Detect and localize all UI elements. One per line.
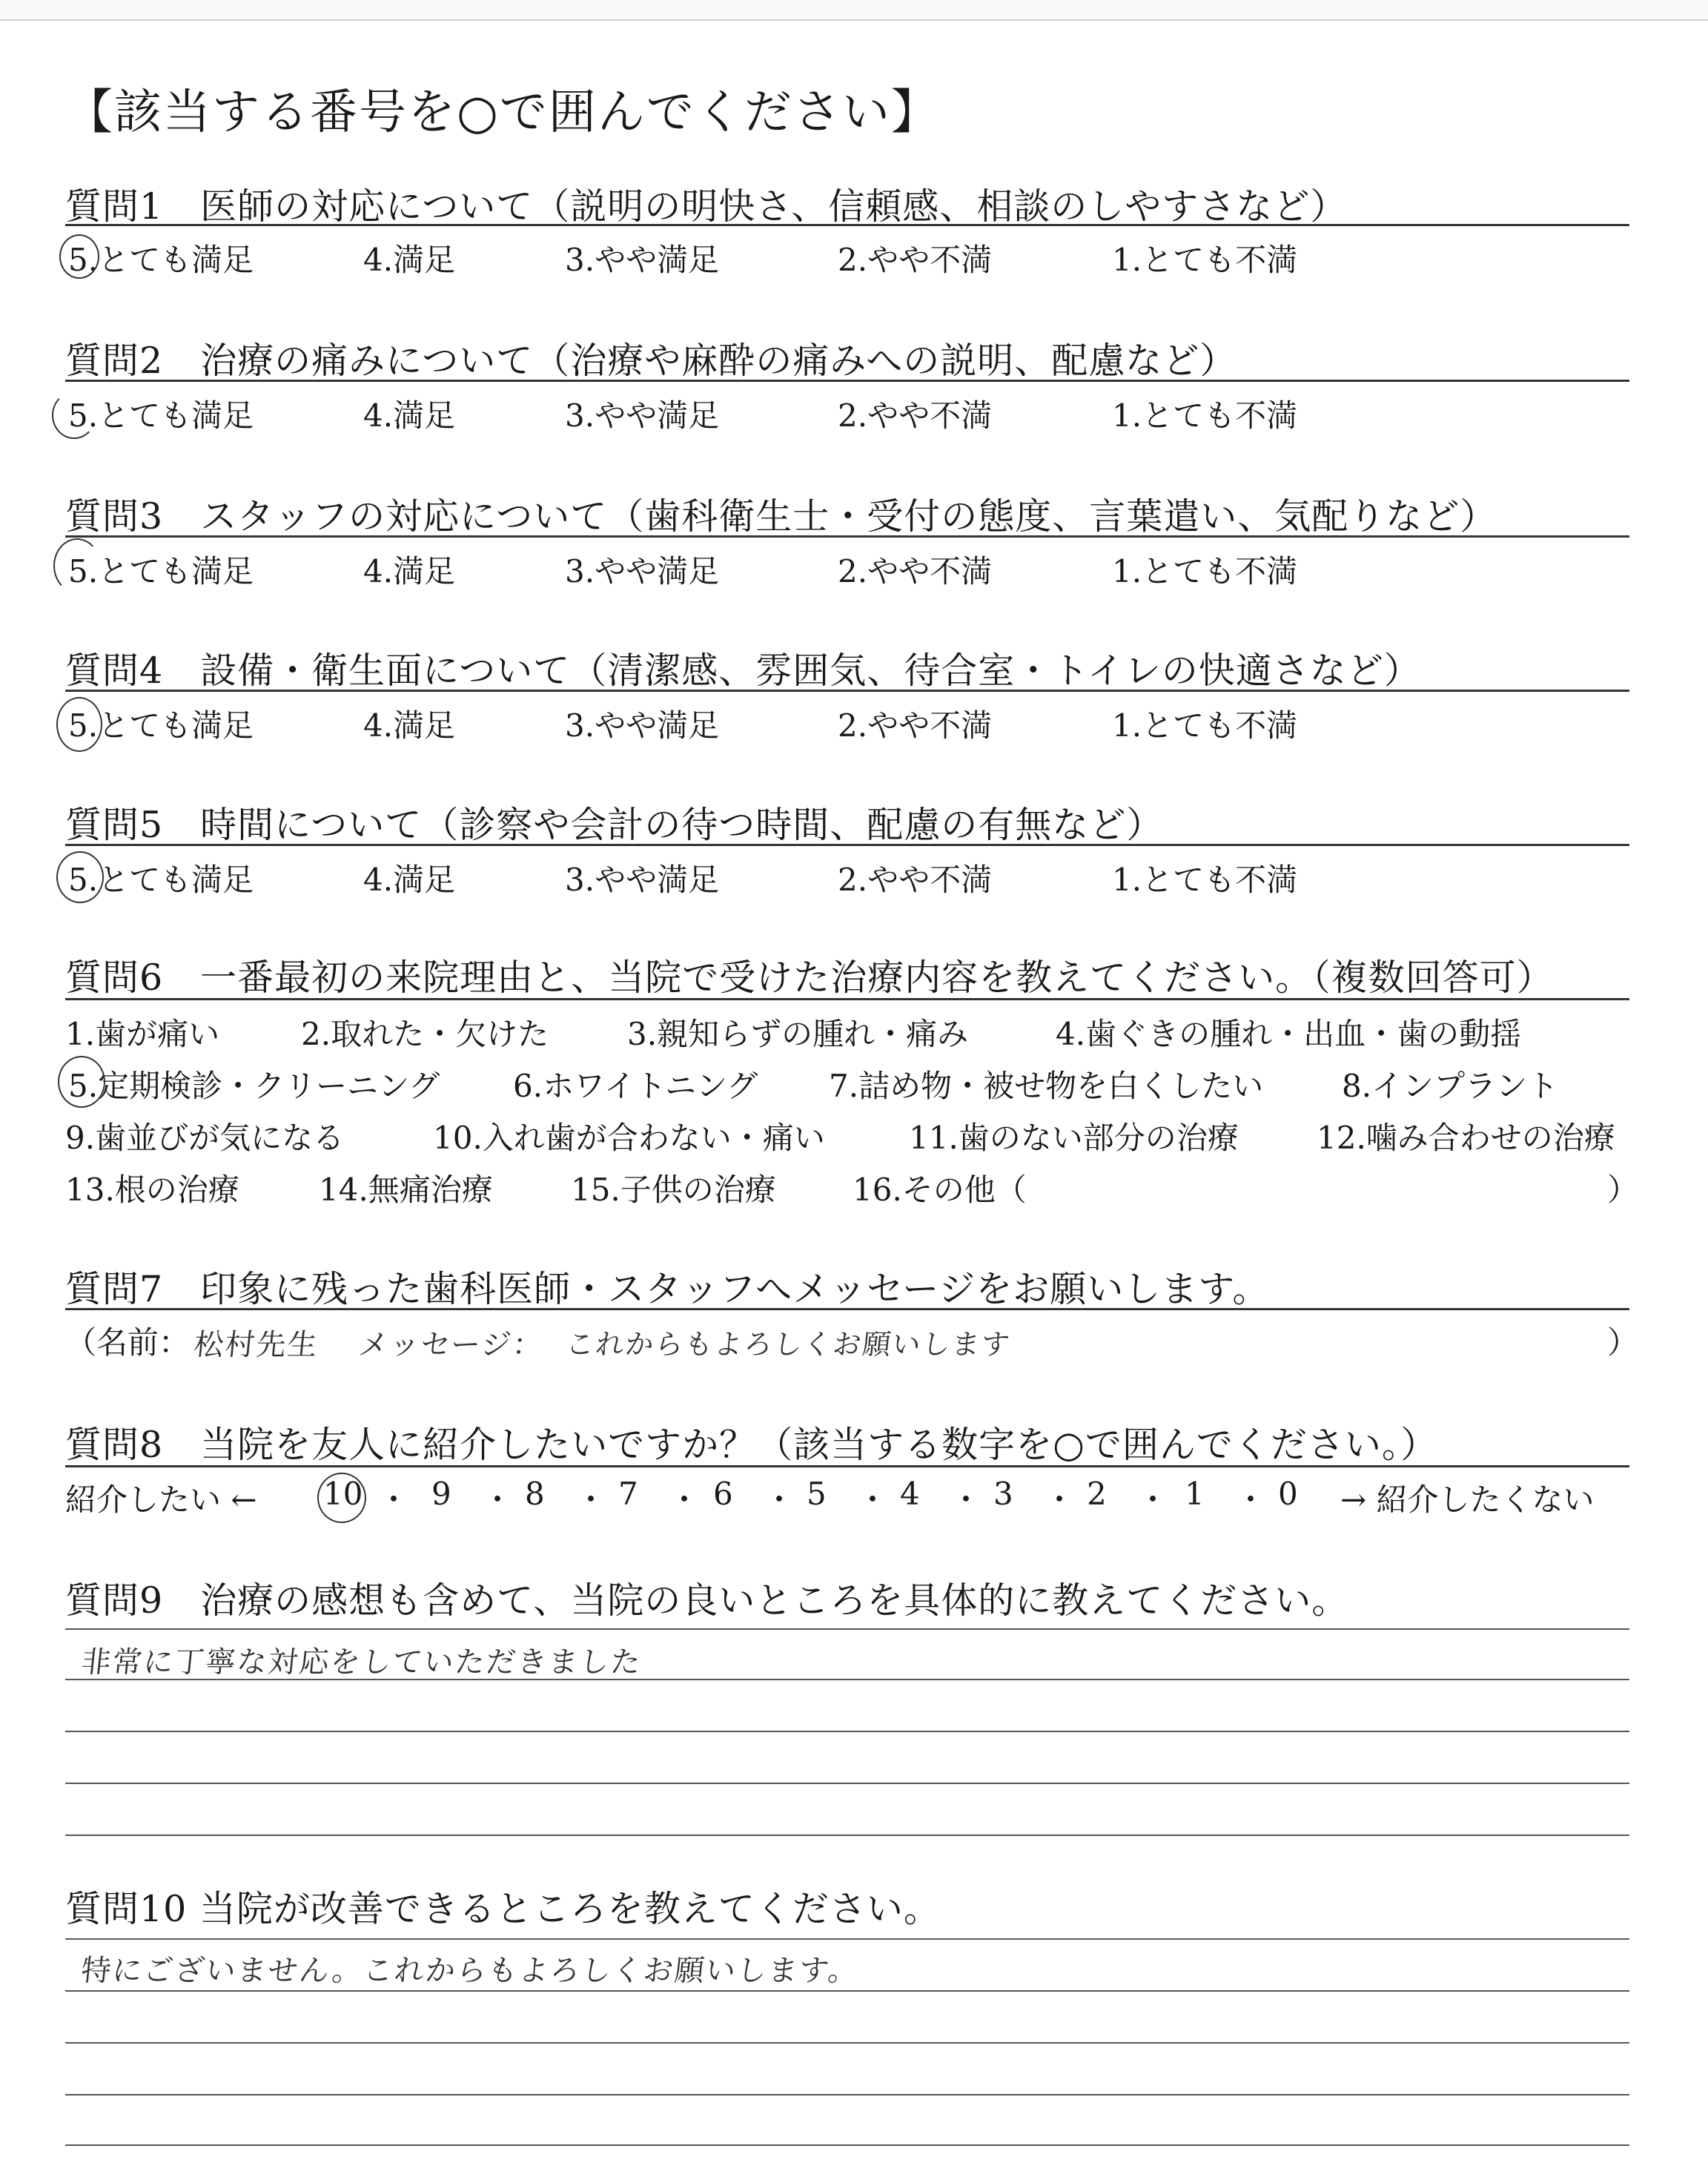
q6-option-16[interactable]: 16.その他（ [853,1172,1027,1208]
q8-scale-5[interactable]: 5 [807,1476,827,1512]
q4-selection-circle [56,697,102,752]
q9-line-1 [65,1628,1629,1630]
q7-title: 質問7 印象に残った歯科医師・スタッフへメッセージをお願いします。 [65,1268,1270,1310]
q3-option-4[interactable]: 4.満足 [363,553,456,589]
q6-option-5[interactable]: 5.定期検診・クリーニング [68,1068,440,1104]
q7-name-label: （名前： [65,1324,191,1361]
q9-title: 質問9 治療の感想も含めて、当院の良いところを具体的に教えてください。 [65,1579,1349,1622]
q7-close: ） [1607,1324,1639,1361]
q2-underline [65,380,1629,382]
q8-scale-6[interactable]: 6 [713,1476,733,1512]
q8-selection-circle [317,1473,366,1523]
q2-option-4[interactable]: 4.満足 [363,397,456,434]
q4-option-4[interactable]: 4.満足 [363,707,456,744]
q8-scale-2[interactable]: 2 [1087,1476,1107,1512]
q6-title: 質問6 一番最初の来院理由と、当院で受けた治療内容を教えてください。（複数回答可） [65,957,1554,999]
q10-line-5 [65,2144,1629,2146]
q1-option-5[interactable]: 5.とても満足 [68,242,254,278]
q5-title: 質問5 時間について（診察や会計の待つ時間、配慮の有無など） [65,804,1164,846]
q9-line-3 [65,1731,1629,1732]
q6-option-9[interactable]: 9.歯並びが気になる [65,1120,345,1156]
q8-scale-7[interactable]: 7 [618,1476,638,1512]
q6-option-6[interactable]: 6.ホワイトニング [513,1068,758,1104]
q9-answer[interactable]: 非常に丁寧な対応をしていただきました [79,1645,644,1680]
q2-option-2[interactable]: 2.やや不満 [838,397,993,434]
q3-option-5[interactable]: 5.とても満足 [68,553,254,589]
q8-scale-separator: ・ [1044,1482,1076,1518]
q5-underline [65,844,1629,846]
q1-title: 質問1 医師の対応について（説明の明快さ、信頼感、相談のしやすさなど） [65,185,1348,228]
q3-option-2[interactable]: 2.やや不満 [838,553,993,589]
q6-option-11[interactable]: 11.歯のない部分の治療 [909,1120,1239,1156]
q8-scale-separator: ・ [950,1482,982,1518]
q6-option-2[interactable]: 2.取れた・欠けた [301,1016,549,1052]
q6-option-10[interactable]: 10.入れ歯が合わない・痛い [433,1120,825,1156]
q6-selection-circle [58,1056,105,1108]
q4-option-2[interactable]: 2.やや不満 [838,707,993,744]
q8-scale-10[interactable]: 10 [323,1476,363,1512]
q10-answer[interactable]: 特にございません。これからもよろしくお願いします。 [79,1954,861,1988]
q8-scale-separator: ・ [669,1482,701,1518]
q6-option-12[interactable]: 12.噛み合わせの治療 [1317,1120,1615,1156]
q7-underline [65,1308,1629,1310]
q4-option-3[interactable]: 3.やや満足 [565,707,720,744]
q1-underline [65,224,1629,226]
q7-message-value[interactable]: これからもよろしくお願いします [564,1328,1013,1361]
q2-option-1[interactable]: 1.とても不満 [1112,397,1298,434]
q3-option-3[interactable]: 3.やや満足 [565,553,720,589]
q5-option-3[interactable]: 3.やや満足 [565,862,720,898]
q8-scale-separator: ・ [1235,1482,1267,1518]
q6-option-3[interactable]: 3.親知らずの腫れ・痛み [627,1016,969,1052]
q2-option-3[interactable]: 3.やや満足 [565,397,720,434]
q8-scale-separator: ・ [482,1482,514,1518]
q1-option-1[interactable]: 1.とても不満 [1112,242,1298,278]
q9-line-5 [65,1834,1629,1836]
q6-option-4[interactable]: 4.歯ぐきの腫れ・出血・歯の動揺 [1056,1016,1522,1052]
q9-line-4 [65,1783,1629,1784]
q8-scale-separator: ・ [764,1482,795,1518]
q1-selection-circle [59,234,99,279]
q8-scale-4[interactable]: 4 [900,1476,920,1512]
q8-scale-separator: ・ [575,1482,607,1518]
q8-scale-1[interactable]: 1 [1185,1476,1205,1512]
q4-underline [65,690,1629,692]
q6-option-1[interactable]: 1.歯が痛い [65,1016,220,1052]
q5-option-5[interactable]: 5.とても満足 [68,862,254,898]
q8-right-label: → 紹介したくない [1340,1482,1595,1518]
q3-option-1[interactable]: 1.とても不満 [1112,553,1298,589]
q8-left-label: 紹介したい ← [65,1482,257,1518]
q6-other-close: ） [1607,1172,1639,1208]
q10-line-1 [65,1938,1629,1940]
q8-scale-8[interactable]: 8 [525,1476,545,1512]
q3-underline [65,535,1629,538]
q7-message-label: メッセージ： [357,1328,546,1362]
q6-option-13[interactable]: 13.根の治療 [65,1172,239,1208]
scan-top-edge [0,0,1708,21]
q3-selection-circle [53,538,101,593]
q8-scale-3[interactable]: 3 [993,1476,1013,1512]
q9-line-2 [65,1679,1629,1680]
q8-title: 質問8 当院を友人に紹介したいですか？（該当する数字を○で囲んでください。） [65,1424,1438,1466]
q6-option-8[interactable]: 8.インプラント [1342,1068,1559,1104]
q10-line-2 [65,1990,1629,1992]
q5-option-2[interactable]: 2.やや不満 [838,862,993,898]
q2-option-5[interactable]: 5.とても満足 [68,397,254,434]
q10-title: 質問10 当院が改善できるところを教えてください。 [65,1888,941,1930]
q8-underline [65,1465,1629,1467]
q5-option-4[interactable]: 4.満足 [363,862,456,898]
q1-option-2[interactable]: 2.やや不満 [838,242,993,278]
q1-option-3[interactable]: 3.やや満足 [565,242,720,278]
q8-scale-separator: ・ [1137,1482,1169,1518]
q8-scale-0[interactable]: 0 [1278,1476,1298,1512]
q3-title: 質問3 スタッフの対応について（歯科衛生士・受付の態度、言葉遣い、気配りなど） [65,495,1497,538]
form-heading: 【該当する番号を○で囲んでください】 [65,85,940,140]
q2-selection-circle [52,392,96,439]
q2-title: 質問2 治療の痛みについて（治療や麻酔の痛みへの説明、配慮など） [65,340,1237,382]
q7-name-value[interactable]: 松村先生 [192,1328,321,1362]
q6-option-7[interactable]: 7.詰め物・被せ物を白くしたい [829,1068,1264,1104]
q6-option-15[interactable]: 15.子供の治療 [571,1172,776,1208]
q6-option-14[interactable]: 14.無痛治療 [319,1172,493,1208]
q5-option-1[interactable]: 1.とても不満 [1112,862,1298,898]
q10-line-4 [65,2094,1629,2095]
q4-option-5[interactable]: 5.とても満足 [68,707,254,744]
q1-option-4[interactable]: 4.満足 [363,242,456,278]
q8-scale-9[interactable]: 9 [431,1476,451,1512]
q8-scale-separator: ・ [857,1482,889,1518]
q5-selection-circle [56,851,104,903]
q6-underline [65,998,1629,1000]
q4-option-1[interactable]: 1.とても不満 [1112,707,1298,744]
q8-scale-separator: ・ [378,1482,410,1518]
q10-line-3 [65,2042,1629,2044]
q4-title: 質問4 設備・衛生面について（清潔感、雰囲気、待合室・トイレの快適さなど） [65,650,1421,692]
